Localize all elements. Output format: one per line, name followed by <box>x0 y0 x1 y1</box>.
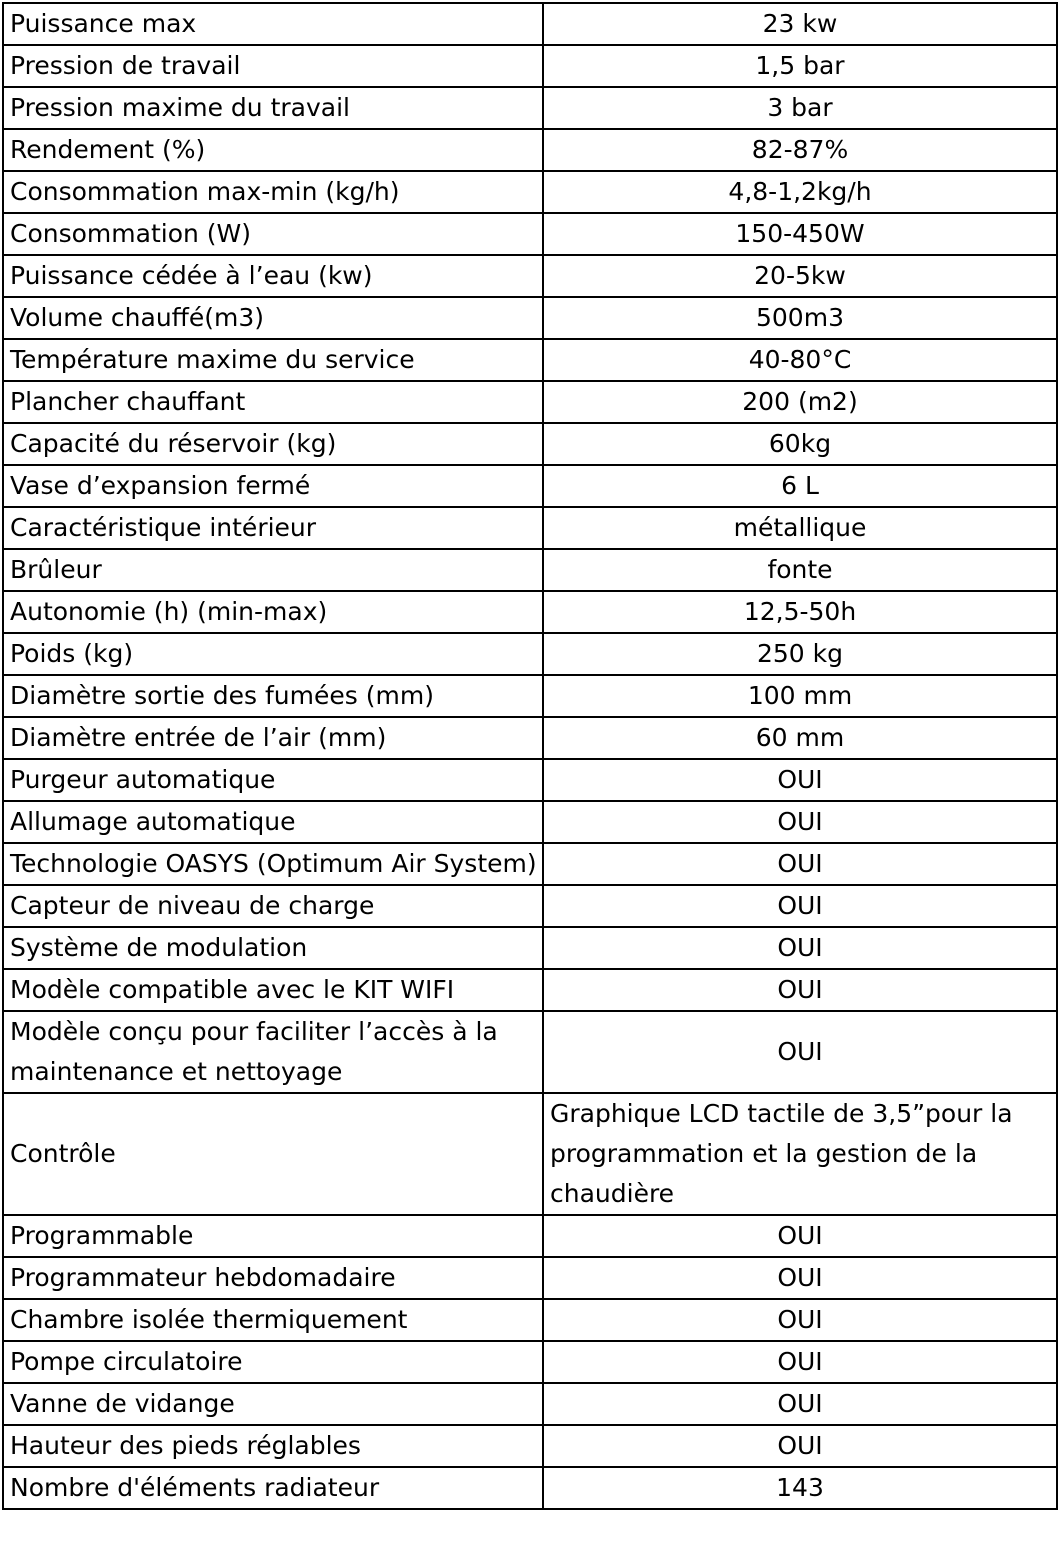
spec-value: OUI <box>543 885 1057 927</box>
table-row <box>3 759 1057 801</box>
spec-value: 6 L <box>543 465 1057 507</box>
spec-label <box>3 1011 543 1093</box>
table-row <box>3 1341 1057 1383</box>
spec-label: Consommation (W) <box>3 213 543 255</box>
spec-label: Diamètre sortie des fumées (mm) <box>3 675 543 717</box>
table-row <box>3 381 1057 423</box>
spec-label: Plancher chauffant <box>3 381 543 423</box>
spec-value: OUI <box>543 1341 1057 1383</box>
spec-value: OUI <box>543 927 1057 969</box>
spec-value: OUI <box>543 801 1057 843</box>
spec-label: Système de modulation <box>3 927 543 969</box>
spec-label: Pression de travail <box>3 45 543 87</box>
table-row <box>3 801 1057 843</box>
spec-value: OUI <box>543 1011 1057 1093</box>
table-row <box>3 339 1057 381</box>
spec-value: 20-5kw <box>543 255 1057 297</box>
spec-value: 40-80°C <box>543 339 1057 381</box>
table-row <box>3 465 1057 507</box>
spec-label: Allumage automatique <box>3 801 543 843</box>
spec-value: OUI <box>543 1383 1057 1425</box>
spec-label-line: Modèle conçu pour faciliter l’accès à la <box>10 1017 498 1046</box>
spec-value <box>543 1093 1057 1215</box>
spec-value: OUI <box>543 1299 1057 1341</box>
spec-value: 500m3 <box>543 297 1057 339</box>
spec-value: OUI <box>543 843 1057 885</box>
spec-label: Puissance max <box>3 3 543 45</box>
spec-value: 4,8-1,2kg/h <box>543 171 1057 213</box>
table-row <box>3 255 1057 297</box>
table-row <box>3 507 1057 549</box>
table-row <box>3 885 1057 927</box>
table-row <box>3 87 1057 129</box>
spec-value: 200 (m2) <box>543 381 1057 423</box>
table-row <box>3 927 1057 969</box>
spec-value: 250 kg <box>543 633 1057 675</box>
table-row <box>3 1093 1057 1215</box>
spec-label: Caractéristique intérieur <box>3 507 543 549</box>
spec-value: 60 mm <box>543 717 1057 759</box>
spec-label: Autonomie (h) (min-max) <box>3 591 543 633</box>
table-row <box>3 1383 1057 1425</box>
table-row <box>3 843 1057 885</box>
spec-label: Poids (kg) <box>3 633 543 675</box>
table-row <box>3 969 1057 1011</box>
spec-label: Purgeur automatique <box>3 759 543 801</box>
spec-value: métallique <box>543 507 1057 549</box>
table-row <box>3 213 1057 255</box>
spec-label: Pompe circulatoire <box>3 1341 543 1383</box>
spec-label: Technologie OASYS (Optimum Air System) <box>3 843 543 885</box>
spec-value: 60kg <box>543 423 1057 465</box>
spec-value: 23 kw <box>543 3 1057 45</box>
spec-value-line: Graphique LCD tactile de 3,5”pour la <box>550 1099 1013 1128</box>
spec-label: Température maxime du service <box>3 339 543 381</box>
spec-value: OUI <box>543 1425 1057 1467</box>
specifications-table-body <box>3 3 1057 1509</box>
table-row <box>3 717 1057 759</box>
spec-label: Diamètre entrée de l’air (mm) <box>3 717 543 759</box>
spec-label: Rendement (%) <box>3 129 543 171</box>
table-row <box>3 171 1057 213</box>
table-row <box>3 3 1057 45</box>
table-row <box>3 1299 1057 1341</box>
spec-value-line: programmation et la gestion de la <box>550 1139 978 1168</box>
spec-label: Hauteur des pieds réglables <box>3 1425 543 1467</box>
spec-value: 150-450W <box>543 213 1057 255</box>
spec-value: 82-87% <box>543 129 1057 171</box>
spec-value: OUI <box>543 1215 1057 1257</box>
table-row <box>3 297 1057 339</box>
table-row <box>3 549 1057 591</box>
spec-label: Contrôle <box>3 1093 543 1215</box>
table-row <box>3 129 1057 171</box>
spec-label: Programmable <box>3 1215 543 1257</box>
table-row <box>3 1215 1057 1257</box>
spec-value: 143 <box>543 1467 1057 1509</box>
spec-label: Volume chauffé(m3) <box>3 297 543 339</box>
table-row <box>3 1257 1057 1299</box>
spec-label: Programmateur hebdomadaire <box>3 1257 543 1299</box>
table-row <box>3 633 1057 675</box>
spec-value: OUI <box>543 1257 1057 1299</box>
spec-value-line: chaudière <box>550 1179 675 1208</box>
table-row <box>3 423 1057 465</box>
spec-label: Pression maxime du travail <box>3 87 543 129</box>
spec-value: OUI <box>543 759 1057 801</box>
spec-value: OUI <box>543 969 1057 1011</box>
spec-value: 3 bar <box>543 87 1057 129</box>
table-row <box>3 591 1057 633</box>
spec-label: Capteur de niveau de charge <box>3 885 543 927</box>
spec-label: Brûleur <box>3 549 543 591</box>
table-row <box>3 1467 1057 1509</box>
spec-value: 12,5-50h <box>543 591 1057 633</box>
spec-label: Vase d’expansion fermé <box>3 465 543 507</box>
spec-label-line: maintenance et nettoyage <box>10 1057 343 1086</box>
table-row <box>3 1011 1057 1093</box>
spec-label: Capacité du réservoir (kg) <box>3 423 543 465</box>
spec-label: Chambre isolée thermiquement <box>3 1299 543 1341</box>
spec-label: Vanne de vidange <box>3 1383 543 1425</box>
spec-label: Nombre d'éléments radiateur <box>3 1467 543 1509</box>
spec-value: 100 mm <box>543 675 1057 717</box>
specifications-table <box>2 2 1058 1510</box>
spec-value: 1,5 bar <box>543 45 1057 87</box>
spec-label: Consommation max-min (kg/h) <box>3 171 543 213</box>
spec-value: fonte <box>543 549 1057 591</box>
spec-label: Modèle compatible avec le KIT WIFI <box>3 969 543 1011</box>
spec-label: Puissance cédée à l’eau (kw) <box>3 255 543 297</box>
table-row <box>3 675 1057 717</box>
table-row <box>3 45 1057 87</box>
table-row <box>3 1425 1057 1467</box>
